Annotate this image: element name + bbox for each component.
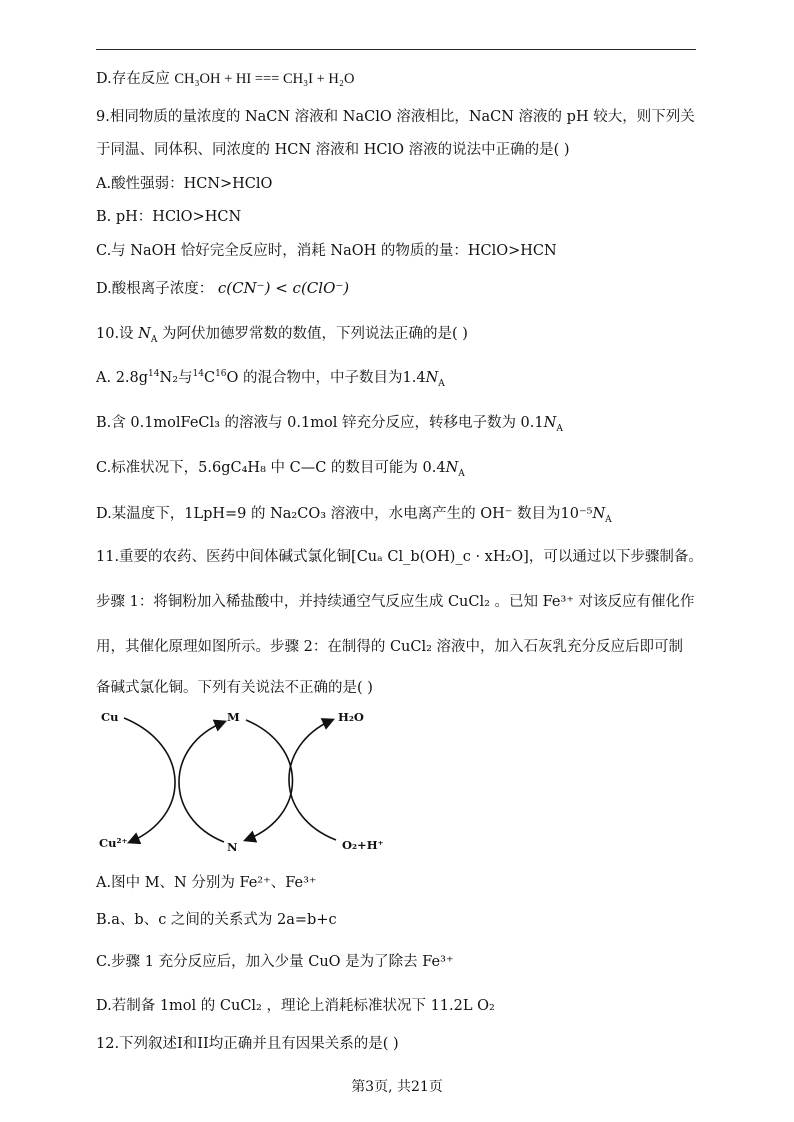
- label-o2h: O₂+H⁺: [342, 838, 384, 852]
- catalysis-arrows: [96, 706, 426, 856]
- q10-a-na-sub: A: [438, 378, 445, 389]
- q10-option-c: [96, 458, 465, 478]
- q9-stem-line2: 于同温、同体积、同浓度的 HCN 溶液和 HClO 溶液的说法中正确的是( ): [96, 142, 570, 158]
- label-cu: Cu: [101, 710, 119, 724]
- q10-a-na: N: [425, 370, 439, 386]
- q9-option-c: C.与 NaOH 恰好完全反应时，消耗 NaOH 的物质的量：HClO>HCN: [96, 243, 557, 259]
- q10-b-na: N: [543, 415, 557, 431]
- q11-stem-line2: 步骤 1：将铜粉加入稀盐酸中，并持续通空气反应生成 CuCl₂ 。已知 Fe³⁺ 对该反应有催化作: [96, 594, 695, 610]
- catalysis-diagram: [96, 706, 426, 856]
- q10-a-2: N₂与: [159, 370, 193, 386]
- q10-a-iso16: 16: [215, 369, 227, 380]
- q10-stem-b: 为阿伏加德罗常数的数值，下列说法正确的是( ): [161, 326, 468, 342]
- q10-b-1: B.含 0.1molFeCl₃ 的溶液与 0.1mol 锌充分反应，转移电子数为 0.1: [96, 415, 544, 431]
- q9-option-d: [96, 278, 349, 299]
- header-rule: [96, 49, 696, 50]
- q10-d-na-sub: A: [605, 514, 612, 525]
- q11-option-b: B.a、b、c 之间的关系式为 2a=b+c: [96, 912, 337, 928]
- q10-a-iso14a: 14: [148, 369, 160, 380]
- q8-d-equation: CH₃OH + HI === CH₃I + H₂O: [174, 71, 355, 87]
- q9-option-a: A.酸性强弱：HCN>HClO: [96, 176, 273, 192]
- q11-option-a: A.图中 M、N 分别为 Fe²⁺、Fe³⁺: [96, 875, 317, 891]
- q10-na: N: [138, 326, 151, 342]
- arrow-cu-to-cu2: [124, 718, 175, 842]
- q8-option-d: [96, 69, 354, 89]
- q9-d-prefix: D.酸根离子浓度：: [96, 281, 214, 297]
- label-cu2: Cu²⁺: [99, 836, 128, 850]
- page-footer: 第3页, 共21页: [351, 1079, 443, 1095]
- q10-option-d: [96, 504, 612, 524]
- q10-b-na-sub: A: [556, 423, 563, 434]
- q11-stem-line1: 11.重要的农药、医药中间体碱式氯化铜[Cuₐ Cl_b(OH)_c · xH₂O]，可以通过以下步骤制备。: [96, 549, 703, 565]
- q10-c-na-sub: A: [458, 468, 465, 479]
- q11-option-c: C.步骤 1 充分反应后，加入少量 CuO 是为了除去 Fe³⁺: [96, 954, 454, 970]
- q12-stem: 12.下列叙述I和II均正确并且有因果关系的是( ): [96, 1036, 399, 1052]
- arrow-o2-to-h2o: [289, 720, 336, 840]
- q9-option-b: B. pH：HClO>HCN: [96, 209, 242, 225]
- q8-d-prefix: D.存在反应: [96, 71, 170, 87]
- arrow-n-to-m: [179, 722, 224, 842]
- q10-stem: [96, 324, 468, 344]
- q10-c-1: C.标准状况下，5.6gC₄H₈ 中 C—C 的数目可能为 0.4: [96, 460, 446, 476]
- q10-a-3: C: [203, 370, 216, 386]
- q9-d-expr: c(CN⁻) < c(ClO⁻): [217, 279, 350, 297]
- q11-stem-line4: 备碱式氯化铜。下列有关说法不正确的是( ): [96, 680, 373, 696]
- arrow-m-to-n: [246, 720, 293, 840]
- q10-a-4: O 的混合物中，中子数目为1.4: [226, 370, 426, 386]
- q10-stem-a: 10.设: [96, 326, 134, 342]
- q10-a-iso14b: 14: [192, 369, 204, 380]
- q10-option-b: [96, 413, 563, 433]
- label-h2o: H₂O: [338, 710, 364, 724]
- q10-na-sub: A: [150, 334, 158, 345]
- q10-c-na: N: [445, 460, 459, 476]
- q10-option-a: [96, 368, 445, 388]
- q11-stem-line3: 用，其催化原理如图所示。步骤 2：在制得的 CuCl₂ 溶液中，加入石灰乳充分反应后即可制: [96, 639, 684, 655]
- q11-option-d: D.若制备 1mol 的 CuCl₂ ，理论上消耗标准状况下 11.2L O₂: [96, 998, 495, 1014]
- q10-d-1: D.某温度下，1LpH=9 的 Na₂CO₃ 溶液中，水电离产生的 OH⁻ 数目为10⁻⁵: [96, 506, 593, 522]
- label-m: M: [227, 710, 240, 724]
- q10-d-na: N: [592, 506, 606, 522]
- label-n: N: [227, 840, 238, 854]
- q10-a-1: A. 2.8g: [96, 370, 149, 386]
- q9-stem-line1: 9.相同物质的量浓度的 NaCN 溶液和 NaClO 溶液相比，NaCN 溶液的 pH 较大，则下列关: [96, 109, 695, 125]
